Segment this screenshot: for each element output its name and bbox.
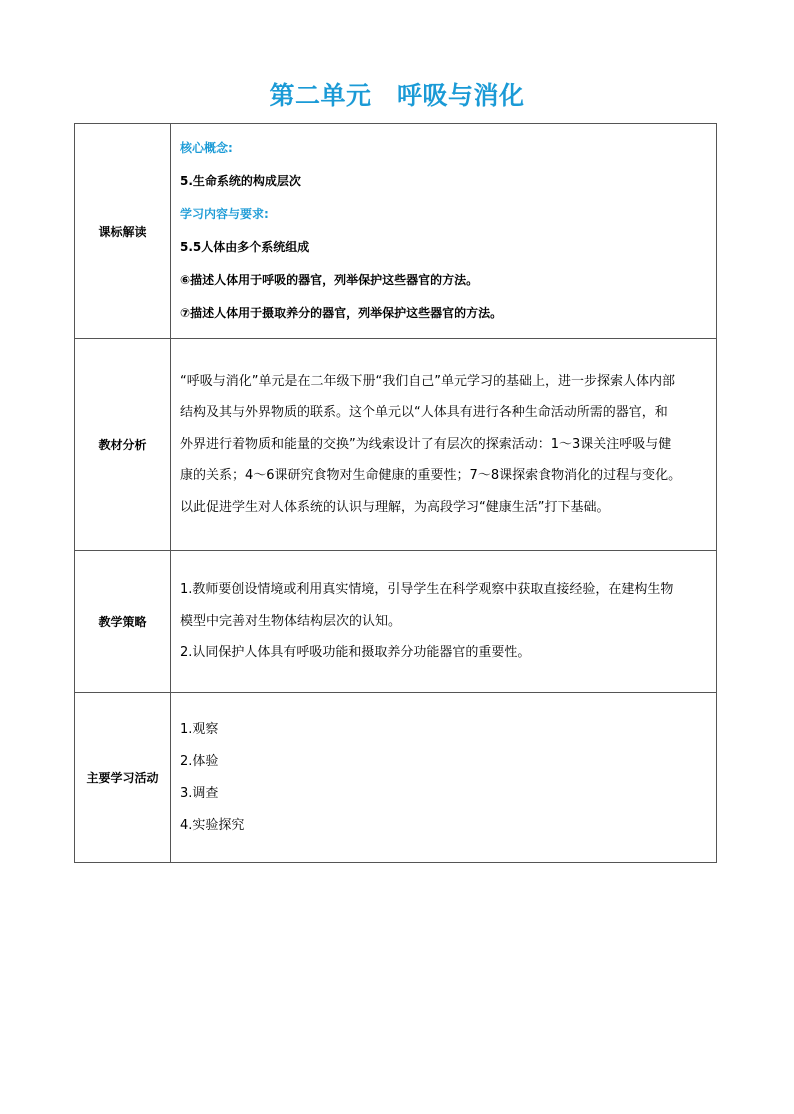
table-row — [75, 551, 717, 693]
row-label-strategy: 教学策略 — [75, 551, 171, 693]
paragraph-line: 1.教师要创设情境或利用真实情境，引导学生在科学观察中获取直接经验，在建构生物 — [180, 582, 674, 598]
requirement-item: ⑥描述人体用于呼吸的器官，列举保护这些器官的方法。 — [180, 273, 479, 287]
teaching-strategy-paragraph — [180, 574, 710, 669]
core-concept-item: 5.生命系统的构成层次 — [180, 174, 301, 188]
paragraph-line: 模型中完善对生物体结构层次的认知。 — [180, 613, 402, 629]
learning-requirements-heading: 学习内容与要求: — [180, 207, 269, 221]
requirement-item: 5.5人体由多个系统组成 — [180, 240, 310, 254]
textbook-analysis-paragraph — [180, 366, 710, 524]
row-label-curriculum: 课标解读 — [75, 124, 171, 339]
paragraph-line: 以此促进学生对人体系统的认识与理解，为高段学习“健康生活”打下基础。 — [180, 499, 610, 515]
row-label-textbook: 教材分析 — [75, 339, 171, 551]
paragraph-line: 外界进行着物质和能量的交换”为线索设计了有层次的探索活动：1～3课关注呼吸与健 — [180, 436, 672, 452]
table-row — [75, 339, 717, 551]
core-concept-heading: 核心概念: — [180, 141, 233, 155]
textbook-analysis-content — [171, 339, 717, 551]
list-item: 2.体验 — [180, 753, 219, 769]
paragraph-line: 2.认同保护人体具有呼吸功能和摄取养分功能器官的重要性。 — [180, 645, 531, 661]
paragraph-line: “呼吸与消化”单元是在二年级下册“我们自己”单元学习的基础上，进一步探索人体内部 — [180, 373, 675, 389]
table-row — [75, 693, 717, 863]
curriculum-content — [171, 124, 717, 339]
table-row — [75, 124, 717, 339]
teaching-strategy-content — [171, 551, 717, 693]
paragraph-line: 康的关系；4～6课研究食物对生命健康的重要性；7～8课探索食物消化的过程与变化。 — [180, 468, 682, 484]
row-label-activities: 主要学习活动 — [75, 693, 171, 863]
list-item: 4.实验探究 — [180, 817, 245, 833]
page-title: 第二单元 呼吸与消化 — [269, 81, 525, 110]
list-item: 1.观察 — [180, 721, 219, 737]
unit-overview-table — [74, 123, 717, 863]
paragraph-line: 结构及其与外界物质的联系。这个单元以“人体具有进行各种生命活动所需的器官，和 — [180, 405, 668, 421]
requirement-item: ⑦描述人体用于摄取养分的器官，列举保护这些器官的方法。 — [180, 306, 503, 320]
activities-content — [171, 693, 717, 863]
list-item: 3.调查 — [180, 785, 219, 801]
